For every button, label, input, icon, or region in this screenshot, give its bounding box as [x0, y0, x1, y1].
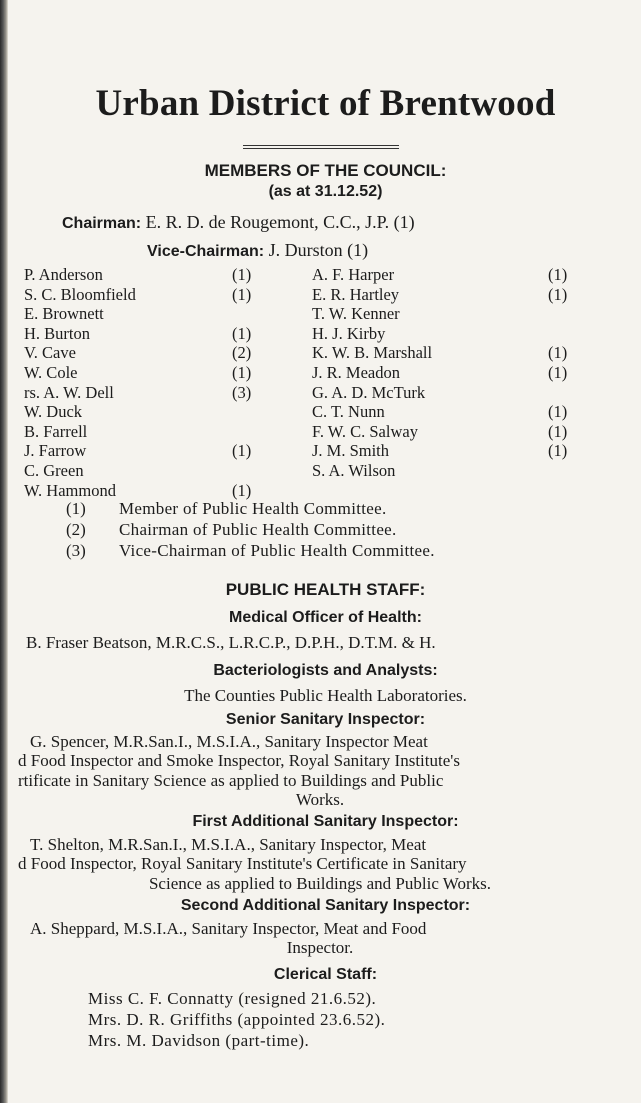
book-binding-edge	[0, 0, 8, 1103]
text-line: rtificate in Sanitary Science as applied to Buildings and Public	[18, 770, 444, 790]
text-line: A. Sheppard, M.S.I.A., Sanitary Inspector, Meat and Food	[30, 919, 427, 938]
member-note: (1)	[232, 323, 252, 343]
member-note: (2)	[232, 343, 252, 363]
member-note: (1)	[548, 402, 568, 422]
council-date: (as at 31.12.52)	[268, 183, 383, 200]
member-note: (1)	[232, 284, 252, 304]
member-name: W. Duck	[24, 402, 83, 422]
member-note: (1)	[548, 265, 568, 284]
member-name: J. R. Meadon	[312, 363, 400, 382]
member-name: W. Hammond	[24, 480, 116, 500]
member-name: S. A. Wilson	[312, 461, 396, 480]
vice-chairman-line	[147, 240, 368, 261]
member-name: F. W. C. Salway	[312, 421, 418, 441]
member-name: E. Brownett	[24, 304, 104, 324]
clerical-item: Miss C. F. Connatty (resigned 21.6.52).	[88, 989, 377, 1008]
council-heading: MEMBERS OF THE COUNCIL:	[204, 161, 447, 180]
clerical-item: Mrs. D. R. Griffiths (appointed 23.6.52).	[88, 1010, 386, 1029]
member-note: (1)	[232, 441, 252, 461]
member-name: H. J. Kirby	[312, 323, 386, 343]
member-name: E. R. Hartley	[312, 284, 400, 304]
member-name: C. T. Nunn	[312, 402, 385, 422]
member-note: (1)	[548, 343, 568, 363]
bacteriologists-text: The Counties Public Health Laboratories.	[184, 686, 467, 705]
text-line: d Food Inspector, Royal Sanitary Institute's Certificate in Sanitary	[18, 854, 467, 874]
senior-inspector-heading: Senior Sanitary Inspector:	[225, 711, 426, 728]
member-note: (1)	[232, 363, 252, 382]
member-name: H. Burton	[24, 323, 90, 343]
member-note: (1)	[548, 284, 568, 304]
second-inspector-text	[30, 919, 610, 958]
member-note: (1)	[548, 363, 568, 382]
bacteriologists-heading: Bacteriologists and Analysts:	[213, 662, 438, 679]
legend-text: Chairman of Public Health Committee.	[119, 520, 397, 539]
member-name: G. A. D. McTurk	[312, 382, 426, 402]
member-name: J. M. Smith	[312, 441, 390, 461]
member-name: C. Green	[24, 461, 84, 480]
clerical-heading: Clerical Staff:	[273, 966, 378, 983]
chairman-line	[62, 212, 415, 233]
member-name: A. F. Harper	[312, 265, 395, 284]
text-line: Works.	[295, 790, 345, 810]
member-name: T. W. Kenner	[312, 304, 400, 324]
member-name: K. W. B. Marshall	[312, 343, 433, 363]
chairman-label: Chairman:	[62, 215, 142, 232]
vice-chairman-name: J. Durston (1)	[268, 240, 369, 260]
text-line: G. Spencer, M.R.San.I., M.S.I.A., Sanitary Inspector Meat	[30, 732, 428, 751]
title-rule	[243, 148, 399, 149]
legend-key: (1)	[66, 499, 86, 518]
member-note: (1)	[548, 421, 568, 441]
moh-heading: Medical Officer of Health:	[229, 609, 422, 626]
clerical-list	[88, 988, 385, 1051]
title-rule	[243, 145, 399, 146]
member-name: P. Anderson	[24, 265, 103, 284]
first-inspector-text	[18, 835, 610, 893]
text-line: Science as applied to Buildings and Public Works.	[148, 873, 492, 893]
text-line: T. Shelton, M.R.San.I., M.S.I.A., Sanitary Inspector, Meat	[30, 835, 427, 854]
member-name: W. Cole	[24, 363, 78, 382]
moh-name: B. Fraser Beatson, M.R.C.S., L.R.C.P., D.P.H., D.T.M. & H.	[26, 633, 436, 652]
member-note: (3)	[232, 382, 252, 402]
chairman-name: E. R. D. de Rougemont, C.C., J.P. (1)	[145, 212, 415, 232]
member-name: S. C. Bloomfield	[24, 284, 136, 304]
text-line: Inspector.	[286, 938, 354, 958]
member-name: J. Farrow	[24, 441, 87, 461]
member-name: V. Cave	[24, 343, 76, 363]
legend-key: (3)	[66, 541, 86, 560]
member-note: (1)	[548, 441, 568, 461]
legend-text: Member of Public Health Committee.	[119, 499, 387, 518]
clerical-item: Mrs. M. Davidson (part-time).	[88, 1031, 310, 1050]
legend-text: Vice-Chairman of Public Health Committee.	[119, 541, 435, 560]
member-note: (1)	[232, 480, 252, 500]
first-inspector-heading: First Additional Sanitary Inspector:	[192, 813, 459, 830]
member-name: rs. A. W. Dell	[24, 382, 114, 402]
second-inspector-heading: Second Additional Sanitary Inspector:	[180, 897, 471, 914]
legend-key: (2)	[66, 520, 86, 539]
senior-inspector-text	[18, 732, 610, 810]
text-line: d Food Inspector and Smoke Inspector, Royal Sanitary Institute's	[18, 751, 460, 771]
vice-chairman-label: Vice-Chairman:	[147, 243, 265, 260]
page-title: Urban District of Brentwood	[95, 83, 556, 124]
member-name: B. Farrell	[24, 421, 88, 441]
member-note: (1)	[232, 265, 252, 284]
staff-heading: PUBLIC HEALTH STAFF:	[225, 580, 426, 599]
